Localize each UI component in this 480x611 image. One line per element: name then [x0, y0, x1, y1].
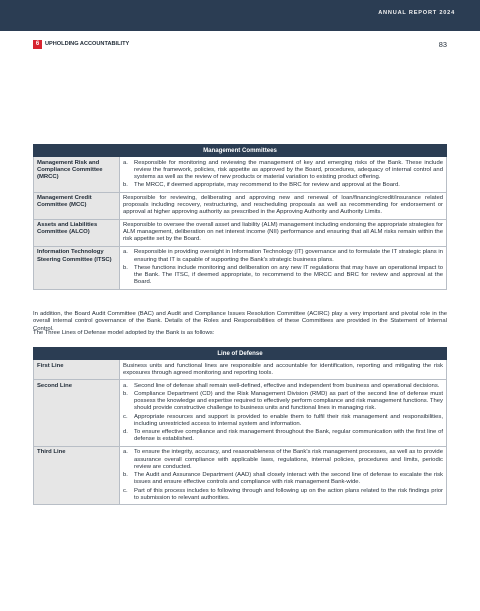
item-marker: c. [123, 413, 128, 420]
page-number: 83 [438, 40, 447, 49]
item-marker: b. [123, 472, 128, 479]
list-item [123, 249, 443, 263]
committee-name: Management Risk and Compliance Committee (MRCC) [34, 157, 120, 193]
item-text: Part of this process includes to following through and following up on the action plans related to the risk findings prior to submission to relevant authorities. [134, 487, 443, 501]
committee-name: Assets and Liabilities Committee (ALCO) [34, 219, 120, 246]
item-marker: a. [123, 159, 128, 166]
table-row [34, 219, 447, 246]
list-item [123, 383, 443, 390]
page-header [33, 40, 447, 50]
item-text: To ensure the integrity, accuracy, and reasonableness of the Bank's risk management processes, as well as to provide assurance overall compliance with applicable laws, regulations, internal policies, procedures and limits, periodic review are conducted. [134, 449, 443, 470]
line-name: Second Line [34, 380, 120, 447]
committee-description: Responsible for reviewing, deliberating and approving new and renewal of loan/financing/credit/insurance related proposals including recovery, restructuring, and rescheduling proposals as well as recommending for endorsement or approval at higher approving authority as prescribed in the Approving Authority and Authority Limits. [120, 192, 447, 219]
item-text: Responsible in providing oversight in Information Technology (IT) governance and to formulate the IT strategic plans in ensuring that IT is capable of supporting the Bank's strategic business plans. [134, 249, 443, 263]
list-item [123, 414, 443, 428]
item-text: To ensure effective compliance and risk management throughout the Bank, regular communication with the first line of defense is established. [134, 429, 443, 443]
item-marker: b. [123, 265, 128, 272]
table-row [34, 446, 447, 504]
governance-paragraph: In addition, the Board Audit Committee (BAC) and Audit and Compliance Issues Resolution Committee (ACIRC) play a very important and pivotal role in the overall internal control governance of the Bank. Details of the Roles and Responsibilities of these Committees are provided in the Statement of Internal Control. [33, 311, 447, 332]
item-marker: a. [123, 382, 128, 389]
committee-description [120, 157, 447, 193]
line-of-defense-table [33, 347, 447, 505]
item-marker: b. [123, 391, 128, 398]
item-marker: a. [123, 449, 128, 456]
item-text: Responsible for monitoring and reviewing the management of key and emerging risks of the Bank. These include review the framework, policies, risk appetite as approved by the Board, procedures, adequacy of internal control and systems as well as the review of new products or material variation to existing product offering. [134, 159, 443, 180]
item-text: Second line of defense shall remain well-defined, effective and independent from business and operational decisions. [134, 382, 440, 389]
list-item [123, 265, 443, 286]
report-label: ANNUAL REPORT 2024 [378, 10, 455, 16]
table-row [34, 157, 447, 193]
item-marker: a. [123, 249, 128, 256]
committee-description [120, 246, 447, 289]
top-banner [0, 0, 480, 31]
list-item [123, 472, 443, 486]
table-row [34, 192, 447, 219]
table-row [34, 380, 447, 447]
item-text: These functions include monitoring and deliberation on any new IT regulations that may have an operational impact to the Bank. The ITSC, if deemed appropriate, to recommend to the MRCC and BRC for review and approval at the Board. [134, 265, 443, 286]
line-description [120, 446, 447, 504]
line-name: Third Line [34, 446, 120, 504]
committee-name: Management Credit Committee (MCC) [34, 192, 120, 219]
line-description: Business units and functional lines are responsible and accountable for identification, reporting and mitigating the risk exposures through agreed monitoring and reporting tools. [120, 360, 447, 380]
table-row [34, 246, 447, 289]
item-text: The Audit and Assurance Department (AAD) shall closely interact with the second line of defense to escalate the risk issues and ensure effective controls and compliance with risk management Bank-wide. [134, 472, 443, 486]
line-description [120, 380, 447, 447]
item-text: Compliance Department (CD) and the Risk Management Division (RMD) as part of the second line of defense must possess the knowledge and expertise required to effectively perform compliance and risk management functions. They should provide constructive challenge to business units and functional lines in managing risk. [134, 391, 443, 412]
three-lines-intro: The Three Lines of Defense model adopted by the Bank is as follows: [33, 330, 215, 336]
committee-description: Responsible to oversee the overall asset and liability (ALM) management including endorsing the appropriate strategies for ALM management, deliberation on net interest income (NII) performance and ensuring that all ALM risks remain within the risk appetite set by the Board. [120, 219, 447, 246]
item-text: Appropriate resources and support is provided to enable them to fulfil their risk management and responsibilities, including unrestricted access to internal system and information. [134, 413, 443, 427]
list-item [123, 391, 443, 412]
list-item [123, 488, 443, 502]
committee-name: Information Technology Steering Committee (ITSC) [34, 246, 120, 289]
list-item [123, 449, 443, 470]
management-committees-table [33, 144, 447, 290]
section-title: UPHOLDING ACCOUNTABILITY [45, 41, 130, 47]
item-marker: d. [123, 429, 128, 436]
item-text: The MRCC, if deemed appropriate, may recommend to the BRC for review and approval at the Board. [134, 182, 400, 189]
line-name: First Line [34, 360, 120, 380]
item-marker: c. [123, 487, 128, 494]
list-item [123, 160, 443, 181]
management-committees-title: Management Committees [34, 145, 447, 157]
line-of-defense-title: Line of Defense [34, 348, 447, 360]
list-item [123, 429, 443, 443]
section-number-badge: 6 [33, 40, 42, 49]
table-row [34, 360, 447, 380]
list-item [123, 182, 443, 189]
item-marker: b. [123, 182, 128, 189]
